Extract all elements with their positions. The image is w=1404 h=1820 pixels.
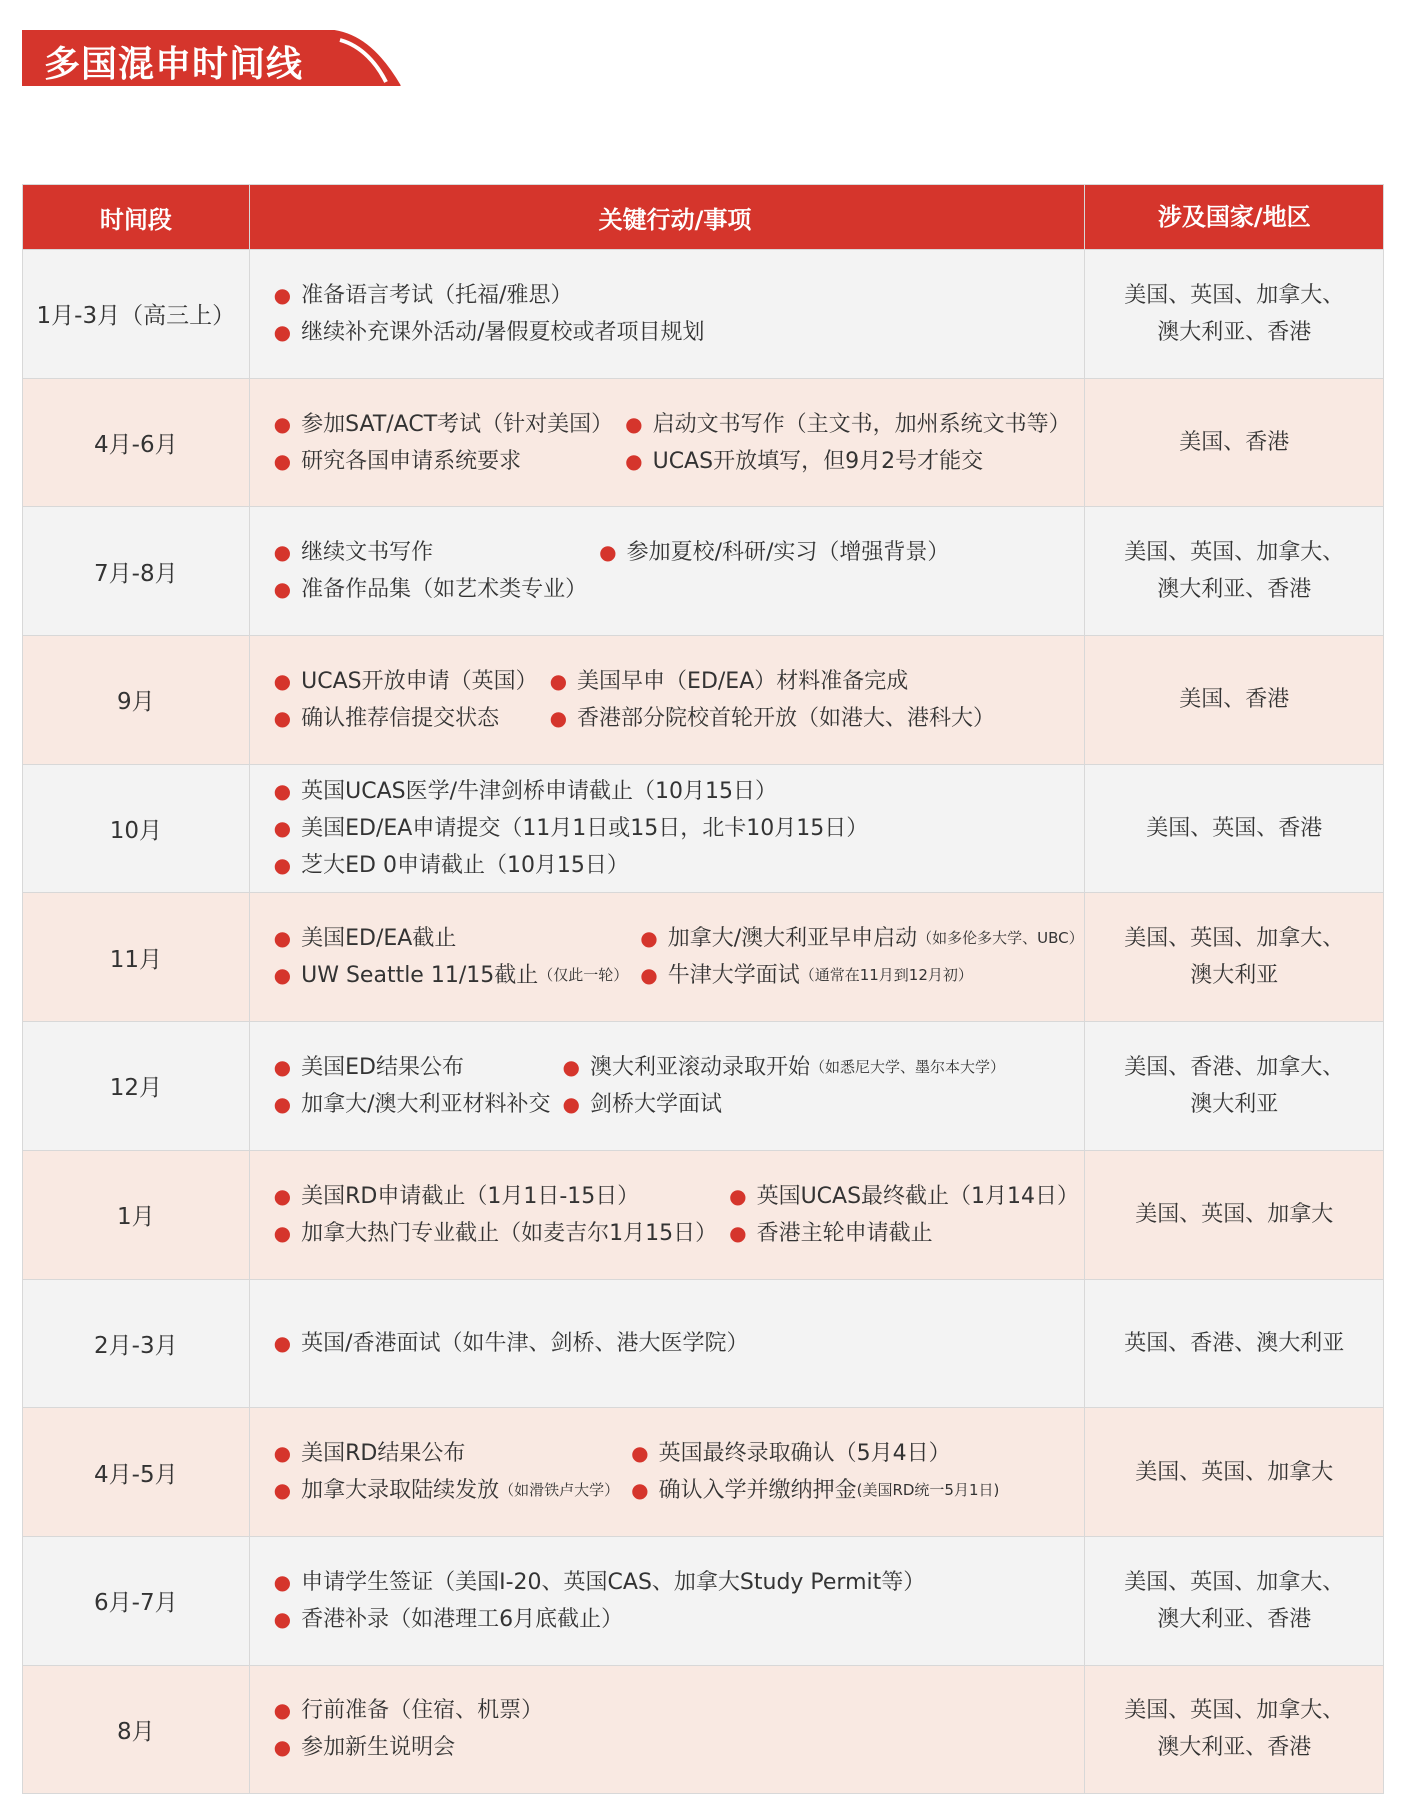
- bullet-icon: ●: [599, 540, 617, 565]
- region-line: 英国、香港、澳大利亚: [1124, 1330, 1345, 1356]
- list-item: [274, 408, 613, 441]
- action-list: [274, 1180, 1079, 1250]
- bullet-icon: ●: [273, 1441, 292, 1466]
- list-item: [625, 445, 1070, 478]
- list-item: [563, 1088, 1005, 1121]
- action-text: 参加新生说明会: [301, 1735, 456, 1761]
- page-title: 多国混申时间线: [44, 44, 304, 85]
- bullet-icon: ●: [273, 1478, 292, 1503]
- period-cell: 7月-8月: [94, 560, 178, 587]
- region-line: 澳大利亚、香港: [1157, 319, 1312, 345]
- list-item: [274, 959, 629, 992]
- action-text: 美国ED/EA截止: [301, 926, 457, 952]
- list-item: [550, 665, 995, 698]
- bullet-icon: ●: [273, 1220, 292, 1245]
- action-text: 香港主轮申请截止: [756, 1220, 933, 1246]
- bullet-icon: ●: [273, 1330, 292, 1355]
- actions-cell: [249, 1280, 1086, 1408]
- action-list: [274, 922, 1084, 992]
- action-text: UW Seattle 11/15截止: [301, 963, 539, 989]
- action-text: 美国早申（ED/EA）材料准备完成: [577, 668, 909, 694]
- regions-cell: [1085, 636, 1383, 764]
- bullet-icon: ●: [562, 1054, 580, 1079]
- action-list: [274, 775, 869, 882]
- action-note: （仅此一轮）: [538, 966, 629, 985]
- action-list: [274, 1327, 749, 1360]
- bullet-icon: ●: [273, 853, 292, 878]
- action-list: [274, 1694, 543, 1764]
- bullet-icon: ●: [549, 705, 568, 730]
- actions-cell: [249, 250, 1086, 378]
- actions-cell: [249, 1666, 1086, 1794]
- period-cell: 1月: [117, 1204, 155, 1231]
- list-item: [274, 922, 629, 955]
- regions-cell: [1085, 250, 1383, 378]
- bullet-icon: ●: [549, 668, 568, 693]
- period-cell: 6月-7月: [94, 1590, 178, 1617]
- regions-cell: [1085, 1022, 1383, 1150]
- action-list: [274, 279, 705, 349]
- actions-cell: [249, 1151, 1086, 1279]
- list-item: [274, 849, 869, 882]
- bullet-icon: ●: [273, 1183, 292, 1208]
- list-item: [274, 812, 869, 845]
- list-item: [274, 1088, 551, 1121]
- actions-cell: [249, 507, 1086, 635]
- regions-cell: [1085, 379, 1383, 507]
- action-text: 确认推荐信提交状态: [301, 705, 500, 731]
- action-text: 准备作品集（如艺术类专业）: [301, 577, 588, 603]
- table-row: [23, 892, 1383, 1021]
- action-text: 英国UCAS医学/牛津剑桥申请截止（10月15日）: [301, 779, 777, 805]
- action-text: UCAS开放申请（英国）: [301, 668, 538, 694]
- header-regions: 涉及国家/地区: [1157, 202, 1311, 231]
- bullet-icon: ●: [729, 1220, 747, 1245]
- regions-text: [1124, 277, 1344, 351]
- region-line: 澳大利亚: [1190, 963, 1279, 989]
- bullet-icon: ●: [640, 963, 658, 988]
- regions-text: [1124, 920, 1344, 994]
- list-item: [599, 536, 949, 569]
- table-row: [23, 249, 1383, 378]
- region-line: 美国、英国、加拿大、: [1124, 926, 1345, 952]
- region-line: 美国、英国、加拿大、: [1124, 1569, 1345, 1595]
- table-row: [23, 1407, 1383, 1536]
- action-text: 加拿大/澳大利亚早申启动: [667, 926, 918, 952]
- list-item: [729, 1180, 1079, 1213]
- actions-cell: [249, 1022, 1086, 1150]
- list-item: [274, 1180, 717, 1213]
- regions-cell: [1085, 507, 1383, 635]
- action-text: 英国最终录取确认（5月4日）: [658, 1441, 951, 1467]
- period-cell: 4月-5月: [94, 1461, 178, 1488]
- list-item: [274, 573, 587, 606]
- table-row: [23, 1665, 1383, 1794]
- list-item: [274, 1731, 543, 1764]
- period-cell: 9月: [117, 689, 155, 716]
- bullet-icon: ●: [273, 668, 292, 693]
- bullet-icon: ●: [273, 282, 292, 307]
- bullet-icon: ●: [273, 411, 292, 436]
- action-note: （如多伦多大学、UBC）: [917, 929, 1084, 948]
- regions-text: [1179, 424, 1289, 461]
- action-text: 香港部分院校首轮开放（如港大、港科大）: [577, 705, 996, 731]
- region-line: 美国、英国、加拿大、: [1124, 540, 1345, 566]
- list-item: [274, 279, 705, 312]
- bullet-icon: ●: [625, 448, 643, 473]
- regions-text: [1124, 1049, 1344, 1123]
- list-item: [274, 1217, 717, 1250]
- bullet-icon: ●: [273, 1054, 292, 1079]
- region-line: 美国、香港、加拿大、: [1124, 1054, 1345, 1080]
- regions-cell: [1085, 893, 1383, 1021]
- action-text: 申请学生签证（美国I-20、英国CAS、加拿大Study Permit等）: [301, 1569, 926, 1595]
- period-cell: 2月-3月: [94, 1332, 178, 1359]
- action-text: 澳大利亚滚动录取开始: [589, 1054, 810, 1080]
- action-text: 美国RD结果公布: [301, 1441, 466, 1467]
- region-line: 美国、香港: [1179, 430, 1290, 456]
- action-text: 确认入学并缴纳押金: [658, 1478, 857, 1504]
- action-text: 行前准备（住宿、机票）: [301, 1698, 544, 1724]
- list-item: [550, 702, 995, 735]
- action-text: 继续文书写作: [301, 540, 434, 566]
- action-list: [274, 1437, 1000, 1507]
- actions-cell: [249, 636, 1086, 764]
- region-line: 美国、英国、加拿大、: [1124, 1698, 1345, 1724]
- regions-cell: [1085, 1151, 1383, 1279]
- action-text: 牛津大学面试: [667, 963, 800, 989]
- action-text: 英国/香港面试（如牛津、剑桥、港大医学院）: [301, 1330, 749, 1356]
- list-item: [729, 1217, 1079, 1250]
- actions-cell: [249, 1537, 1086, 1665]
- table-header-row: [23, 185, 1383, 249]
- regions-text: [1135, 1196, 1333, 1233]
- action-text: 研究各国申请系统要求: [301, 448, 522, 474]
- regions-cell: [1085, 1408, 1383, 1536]
- bullet-icon: ●: [631, 1478, 649, 1503]
- bullet-icon: ●: [562, 1091, 580, 1116]
- action-note: (美国RD统一5月1日): [856, 1481, 1000, 1500]
- title-banner: [22, 30, 402, 86]
- bullet-icon: ●: [273, 926, 292, 951]
- bullet-icon: ●: [273, 1735, 292, 1760]
- list-item: [274, 445, 613, 478]
- period-cell: 8月: [117, 1718, 155, 1745]
- table-row: [23, 1536, 1383, 1665]
- period-cell: 1月-3月（高三上）: [36, 303, 236, 330]
- list-item: [640, 959, 1083, 992]
- action-text: 美国ED/EA申请提交（11月1日或15日，北卡10月15日）: [301, 816, 869, 842]
- action-text: 英国UCAS最终截止（1月14日）: [756, 1183, 1080, 1209]
- timeline-table: [22, 184, 1384, 1794]
- region-line: 美国、英国、加拿大: [1135, 1202, 1334, 1228]
- table-row: [23, 1021, 1383, 1150]
- list-item: [625, 408, 1070, 441]
- regions-text: [1124, 1564, 1344, 1638]
- action-text: 加拿大录取陆续发放: [301, 1478, 500, 1504]
- actions-cell: [249, 1408, 1086, 1536]
- period-cell: 4月-6月: [94, 432, 178, 459]
- action-text: 香港补录（如港理工6月底截止）: [301, 1606, 624, 1632]
- bullet-icon: ●: [273, 540, 292, 565]
- region-line: 澳大利亚: [1190, 1091, 1279, 1117]
- list-item: [274, 1474, 619, 1507]
- action-text: 加拿大/澳大利亚材料补交: [301, 1091, 551, 1117]
- bullet-icon: ●: [729, 1183, 747, 1208]
- list-item: [274, 1566, 926, 1599]
- bullet-icon: ●: [273, 705, 292, 730]
- list-item: [631, 1437, 999, 1470]
- list-item: [640, 922, 1083, 955]
- region-line: 澳大利亚、香港: [1157, 1606, 1312, 1632]
- action-list: [274, 536, 950, 606]
- actions-cell: [249, 379, 1086, 507]
- actions-cell: [249, 765, 1086, 893]
- header-actions: 关键行动/事项: [249, 185, 1086, 249]
- region-line: 美国、香港: [1179, 687, 1290, 713]
- table-row: [23, 635, 1383, 764]
- bullet-icon: ●: [273, 1606, 292, 1631]
- list-item: [274, 775, 869, 808]
- regions-text: [1124, 1325, 1344, 1362]
- action-text: 剑桥大学面试: [589, 1091, 722, 1117]
- bullet-icon: ●: [625, 411, 643, 436]
- list-item: [631, 1474, 999, 1507]
- list-item: [274, 1603, 926, 1636]
- bullet-icon: ●: [273, 319, 292, 344]
- action-note: （如悉尼大学、墨尔本大学）: [810, 1057, 1006, 1076]
- header-period: 时间段: [99, 205, 172, 234]
- action-text: 准备语言考试（托福/雅思）: [301, 282, 573, 308]
- action-list: [274, 665, 995, 735]
- action-text: 启动文书写作（主文书，加州系统文书等）: [652, 411, 1071, 437]
- action-text: 继续补充课外活动/暑假夏校或者项目规划: [301, 319, 705, 345]
- region-line: 澳大利亚、香港: [1157, 1735, 1312, 1761]
- list-item: [274, 316, 705, 349]
- list-item: [274, 702, 538, 735]
- bullet-icon: ●: [273, 1091, 292, 1116]
- period-cell: 10月: [109, 818, 162, 845]
- regions-text: [1124, 534, 1344, 608]
- list-item: [274, 665, 538, 698]
- regions-cell: [1085, 765, 1383, 893]
- action-text: 美国RD申请截止（1月1日-15日）: [301, 1183, 640, 1209]
- table-row: [23, 1279, 1383, 1408]
- bullet-icon: ●: [273, 1698, 292, 1723]
- period-cell: 12月: [109, 1075, 162, 1102]
- bullet-icon: ●: [273, 577, 292, 602]
- regions-cell: [1085, 1666, 1383, 1794]
- regions-text: [1179, 681, 1289, 718]
- regions-text: [1135, 1454, 1333, 1491]
- region-line: 美国、英国、加拿大: [1135, 1459, 1334, 1485]
- table-row: [23, 378, 1383, 507]
- regions-cell: [1085, 1280, 1383, 1408]
- regions-text: [1124, 1692, 1344, 1766]
- period-cell: 11月: [109, 946, 162, 973]
- list-item: [274, 1051, 551, 1084]
- region-line: 美国、英国、加拿大、: [1124, 282, 1345, 308]
- list-item: [274, 1694, 543, 1727]
- bullet-icon: ●: [273, 448, 292, 473]
- table-row: [23, 506, 1383, 635]
- action-text: 美国ED结果公布: [301, 1054, 464, 1080]
- list-item: [274, 536, 587, 569]
- table-row: [23, 1150, 1383, 1279]
- action-text: 加拿大热门专业截止（如麦吉尔1月15日）: [301, 1220, 718, 1246]
- action-note: （如滑铁卢大学）: [499, 1481, 620, 1500]
- actions-cell: [249, 893, 1086, 1021]
- table-body: [23, 249, 1383, 1793]
- bullet-icon: ●: [273, 1569, 292, 1594]
- table-row: [23, 764, 1383, 893]
- action-text: 芝大ED 0申请截止（10月15日）: [301, 853, 629, 879]
- list-item: [274, 1327, 749, 1360]
- bullet-icon: ●: [640, 926, 658, 951]
- action-list: [274, 408, 1071, 478]
- list-item: [563, 1051, 1005, 1084]
- list-item: [274, 1437, 619, 1470]
- region-line: 美国、英国、香港: [1146, 816, 1323, 842]
- action-list: [274, 1566, 926, 1636]
- bullet-icon: ●: [273, 963, 292, 988]
- action-text: UCAS开放填写，但9月2号才能交: [652, 448, 984, 474]
- action-text: 参加SAT/ACT考试（针对美国）: [301, 411, 614, 437]
- bullet-icon: ●: [631, 1441, 649, 1466]
- regions-text: [1146, 810, 1322, 847]
- regions-cell: [1085, 1537, 1383, 1665]
- bullet-icon: ●: [273, 816, 292, 841]
- action-list: [274, 1051, 1005, 1121]
- action-text: 参加夏校/科研/实习（增强背景）: [626, 540, 950, 566]
- bullet-icon: ●: [273, 779, 292, 804]
- region-line: 澳大利亚、香港: [1157, 577, 1312, 603]
- action-note: （通常在11月到12月初）: [799, 966, 973, 985]
